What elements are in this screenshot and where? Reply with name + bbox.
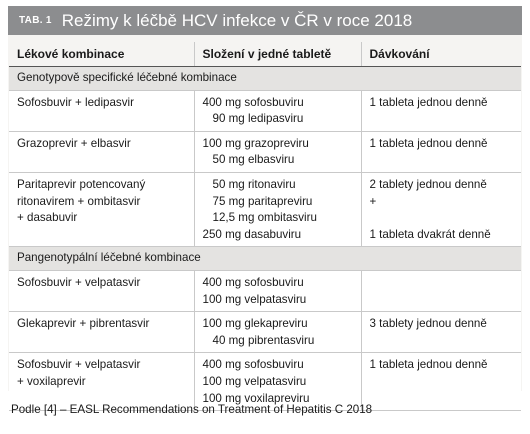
composition-cell	[194, 353, 361, 411]
composition-cell	[194, 90, 361, 131]
composition-line: 75 mg paritapreviru	[212, 194, 313, 208]
composition-line: 90 mg ledipasviru	[212, 112, 304, 126]
combination-line: Paritaprevir potencovaný	[17, 177, 146, 191]
dosage-cell	[361, 270, 521, 311]
composition-line: 250 mg dasabuviru	[202, 227, 302, 241]
section-row	[9, 67, 521, 91]
regimens-table	[9, 42, 521, 411]
combination-line: + voxilaprevir	[17, 374, 86, 388]
table-title: Režimy k léčbě HCV infekce v ČR v roce 2018	[61, 10, 413, 30]
combination-line: Grazoprevir + elbasvir	[17, 136, 131, 150]
combination-cell	[9, 131, 194, 172]
composition-cell	[194, 172, 361, 246]
composition-line: 100 mg grazopreviru	[202, 136, 309, 150]
header-composition: Složení v jedné tabletě	[194, 42, 361, 67]
composition-line: 100 mg velpatasviru	[202, 374, 307, 388]
composition-line: 100 mg voxilapreviru	[202, 391, 310, 405]
dosage-line	[370, 210, 514, 227]
dosage-cell	[361, 172, 521, 246]
dosage-cell	[361, 90, 521, 131]
dosage-cell	[361, 131, 521, 172]
dosage-line: 3 tablety jednou denně	[369, 317, 487, 331]
combination-cell	[9, 353, 194, 411]
table-row	[9, 90, 521, 131]
dosage-line: 1 tableta dvakrát denně	[369, 227, 491, 241]
composition-cell	[194, 270, 361, 311]
header-row	[9, 42, 521, 67]
combination-cell	[9, 270, 194, 311]
composition-cell	[194, 312, 361, 353]
combination-line: Sofosbuvir + ledipasvir	[17, 95, 134, 109]
table-row	[9, 172, 521, 246]
dosage-line	[370, 275, 514, 292]
composition-line: 400 mg sofosbuviru	[202, 95, 304, 109]
combination-line: Sofosbuvir + velpatasvir	[17, 358, 141, 372]
dosage-cell	[361, 312, 521, 353]
dosage-line: 2 tablety jednou denně	[369, 177, 487, 191]
composition-line: 50 mg ritonaviru	[212, 177, 296, 191]
table-row	[9, 312, 521, 353]
table-body	[9, 67, 521, 411]
section-label: Genotypově specifické léčebné kombinace	[9, 67, 521, 91]
table-number: TAB. 1	[19, 15, 52, 26]
combination-line: ritonavirem + ombitasvir	[17, 194, 141, 208]
composition-line: 40 mg pibrentasviru	[212, 333, 315, 347]
dosage-line: +	[369, 194, 377, 208]
dosage-line: 1 tableta jednou denně	[369, 358, 488, 372]
header-dosage: Dávkování	[361, 42, 521, 67]
composition-line: 50 mg elbasviru	[212, 153, 295, 167]
dosage-line: 1 tableta jednou denně	[369, 136, 488, 150]
combination-line: + dasabuvir	[17, 211, 78, 225]
composition-line: 12,5 mg ombitasviru	[212, 211, 317, 225]
combination-line: Glekaprevir + pibrentasvir	[17, 317, 150, 331]
composition-cell	[194, 131, 361, 172]
table-row	[9, 131, 521, 172]
section-label: Pangenotypální léčebné kombinace	[9, 247, 521, 271]
dosage-cell	[361, 353, 521, 411]
composition-line: 400 mg sofosbuviru	[202, 358, 304, 372]
combination-cell	[9, 312, 194, 353]
composition-line: 400 mg sofosbuviru	[202, 275, 304, 289]
footnote: Podle [4] – EASL Recommendations on Treatment of Hepatitis C 2018	[11, 403, 373, 416]
dosage-line: 1 tableta jednou denně	[369, 95, 488, 109]
table-row	[9, 353, 521, 411]
table-row	[9, 270, 521, 311]
table-title-bar	[8, 6, 522, 35]
combination-cell	[9, 172, 194, 246]
section-row	[9, 247, 521, 271]
header-combinations: Lékové kombinace	[9, 42, 194, 67]
combination-cell	[9, 90, 194, 131]
composition-line: 100 mg velpatasviru	[202, 292, 307, 306]
combination-line: Sofosbuvir + velpatasvir	[17, 275, 141, 289]
composition-line: 100 mg glekapreviru	[202, 317, 308, 331]
